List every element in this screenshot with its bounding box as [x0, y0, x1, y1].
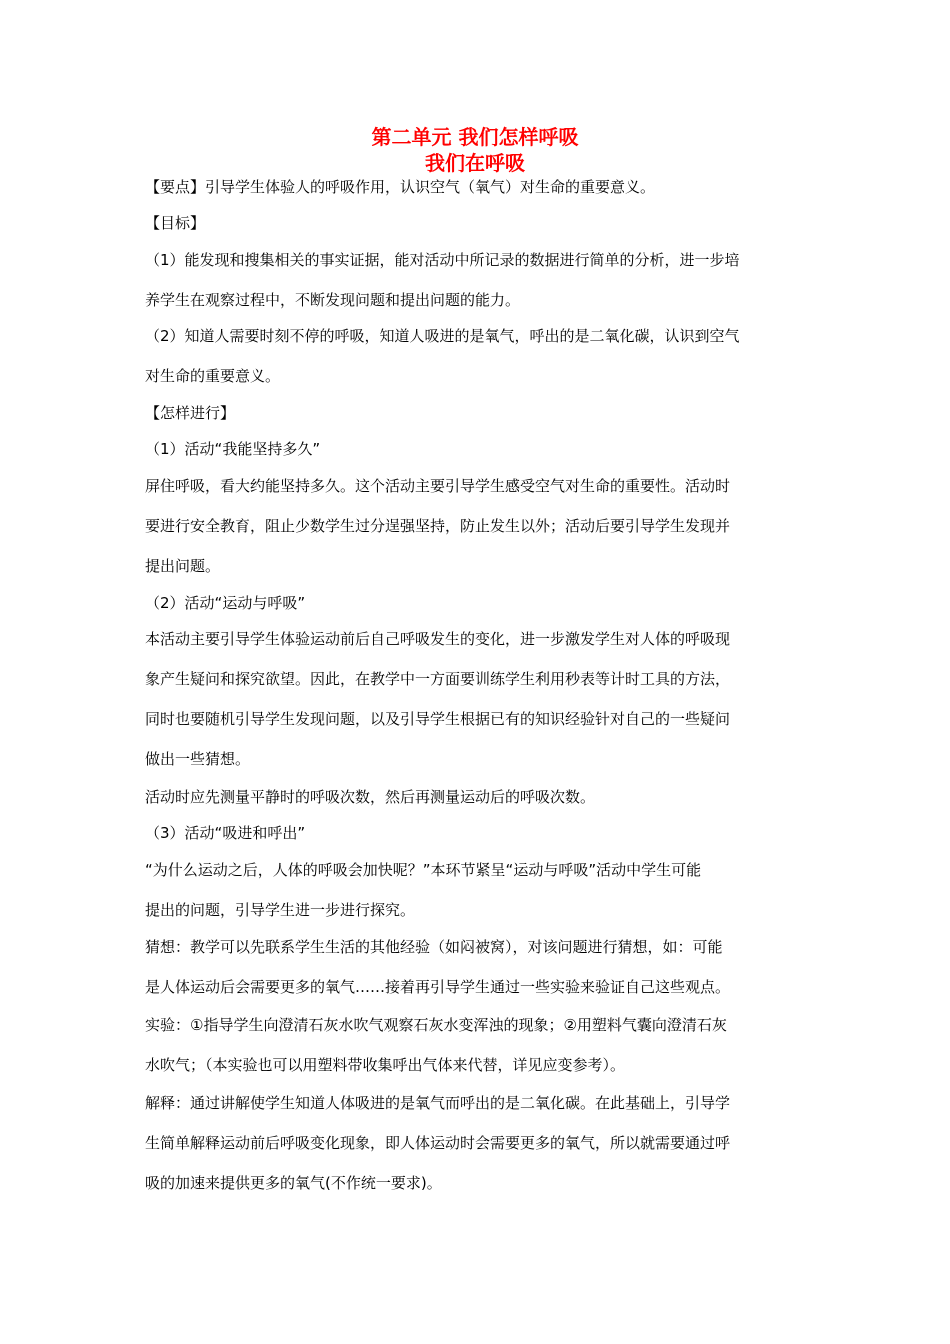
text-line: 提出问题。: [145, 557, 221, 575]
text-line: 养学生在观察过程中，不断发现问题和提出问题的能力。: [145, 291, 521, 309]
text-line-goals-heading: 【目标】: [145, 214, 206, 232]
unit-title: 第二单元 我们怎样呼吸: [371, 125, 579, 149]
text-line: （1）能发现和搜集相关的事实证据，能对活动中所记录的数据进行简单的分析，进一步培: [145, 251, 740, 269]
text-line: 生简单解释运动前后呼吸变化现象，即人体运动时会需要更多的氧气，所以就需要通过呼: [145, 1134, 731, 1152]
text-line-activity-3: （3）活动“吸进和呼出”: [145, 824, 306, 842]
text-line: 是人体运动后会需要更多的氧气……接着再引导学生通过一些实验来验证自己这些观点。: [145, 978, 731, 996]
text-line: 象产生疑问和探究欲望。因此，在教学中一方面要训练学生利用秒表等计时工具的方法，: [145, 670, 731, 688]
text-line: “为什么运动之后，人体的呼吸会加快呢？”本环节紧呈“运动与呼吸”活动中学生可能: [145, 861, 702, 879]
text-line: 同时也要随机引导学生发现问题，以及引导学生根据已有的知识经验针对自己的一些疑问: [145, 710, 731, 728]
text-line: 做出一些猜想。: [145, 750, 251, 768]
text-line: 吸的加速来提供更多的氧气(不作统一要求)。: [145, 1174, 442, 1192]
text-line: 水吹气；（本实验也可以用塑料带收集呼出气体来代替，详见应变参考）。: [145, 1056, 626, 1074]
text-line: 解释：通过讲解使学生知道人体吸进的是氧气而呼出的是二氧化碳。在此基础上，引导学: [145, 1094, 731, 1112]
text-line: 猜想：教学可以先联系学生生活的其他经验（如闷被窝），对该问题进行猜想，如：可能: [145, 938, 723, 956]
text-line-activity-1: （1）活动“我能坚持多久”: [145, 440, 321, 458]
text-line: 屏住呼吸，看大约能坚持多久。这个活动主要引导学生感受空气对生命的重要性。活动时: [145, 477, 731, 495]
text-line-procedure-heading: 【怎样进行】: [145, 404, 236, 422]
text-line-activity-2: （2）活动“运动与呼吸”: [145, 594, 306, 612]
text-line: 实验：①指导学生向澄清石灰水吹气观察石灰水变浑浊的现象；②用塑料气囊向澄清石灰: [145, 1016, 727, 1034]
text-line: 对生命的重要意义。: [145, 367, 281, 385]
text-line: 要进行安全教育，阻止少数学生过分逞强坚持，防止发生以外；活动后要引导学生发现并: [145, 517, 731, 535]
text-line-key-points: 【要点】引导学生体验人的呼吸作用，认识空气（氧气）对生命的重要意义。: [145, 178, 656, 196]
text-line: （2）知道人需要时刻不停的呼吸，知道人吸进的是氧气，呼出的是二氧化碳，认识到空气: [145, 327, 740, 345]
text-line: 活动时应先测量平静时的呼吸次数，然后再测量运动后的呼吸次数。: [145, 788, 596, 806]
text-line: 本活动主要引导学生体验运动前后自己呼吸发生的变化，进一步激发学生对人体的呼吸现: [145, 630, 731, 648]
lesson-title: 我们在呼吸: [425, 151, 525, 175]
text-line: 提出的问题，引导学生进一步进行探究。: [145, 901, 416, 919]
